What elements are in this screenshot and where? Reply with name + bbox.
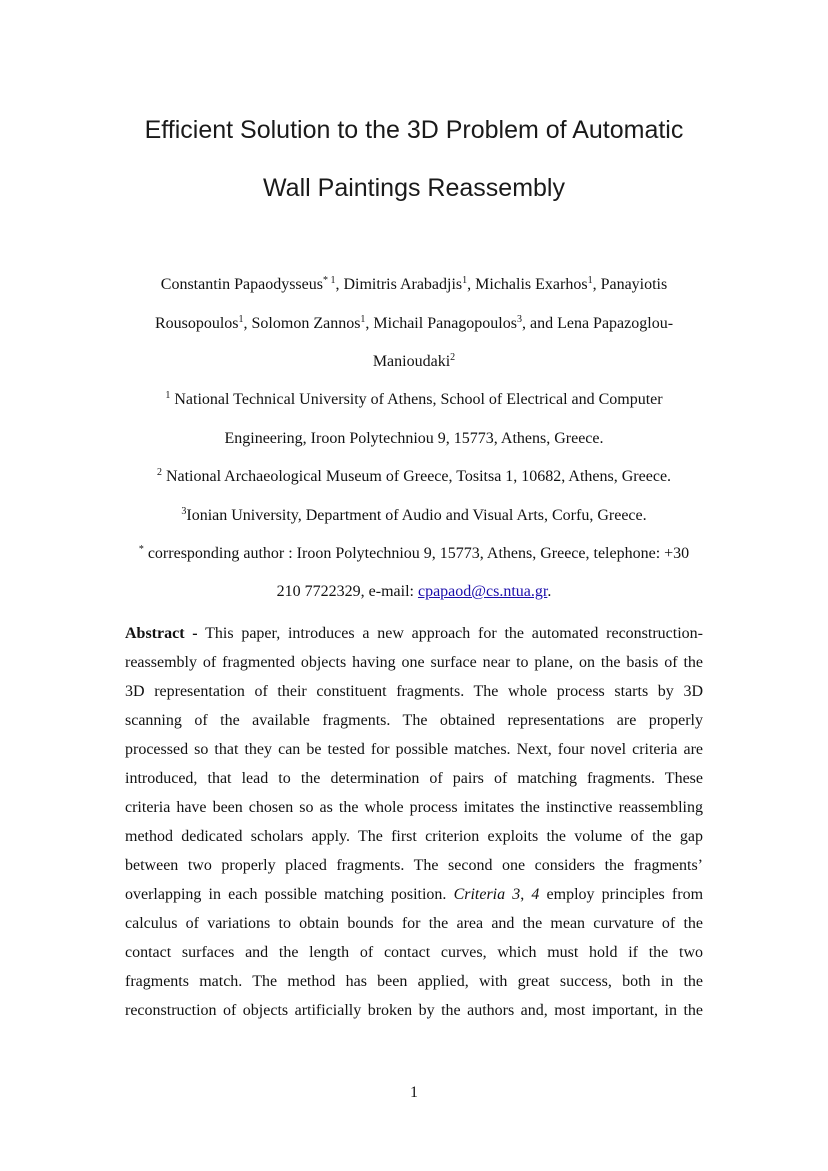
corresponding-author-text: corresponding author : Iroon Polytechniou 9, 15773, Athens, Greece, telephone: +30 xyxy=(143,545,690,562)
email-link[interactable]: cpapaod@cs.ntua.gr xyxy=(417,583,548,600)
paper-title-line-1: Efficient Solution to the 3D Problem of Automatic xyxy=(144,116,684,144)
author-name: , Dimitris Arabadjis xyxy=(335,276,463,293)
affiliation-mark: 2 xyxy=(156,467,162,478)
author-affiliation-mark: 2 xyxy=(450,352,456,363)
abstract-line: contact surfaces and the length of contact curves, which must hold if the two xyxy=(125,944,703,961)
affiliation-1-line-1 xyxy=(0,390,828,410)
author-affiliation-mark: 1 xyxy=(360,314,366,325)
affiliation-mark: 1 xyxy=(165,390,171,401)
abstract-line: fragments match. The method has been applied, with great success, both in the xyxy=(125,973,703,990)
abstract-line: reconstruction of objects artificially broken by the authors and, most important, in the xyxy=(125,1002,703,1019)
abstract-emphasis: 4 xyxy=(531,886,540,903)
paper-title-line-2: Wall Paintings Reassembly xyxy=(263,174,565,202)
abstract-line: introduced, that lead to the determination of pairs of matching fragments. These xyxy=(125,770,703,787)
author-affiliation-mark: * 1 xyxy=(322,275,336,286)
author-affiliation-mark: 3 xyxy=(516,314,522,325)
corresponding-end: . xyxy=(547,583,552,600)
author-name: , Panayiotis xyxy=(592,276,668,293)
author-name: , Michalis Exarhos xyxy=(467,276,588,293)
abstract-line: scanning of the available fragments. The obtained representations are properly xyxy=(125,712,703,729)
abstract-line: criteria have been chosen so as the whole process imitates the instinctive reassembling xyxy=(125,799,703,816)
abstract-line xyxy=(125,880,703,909)
abstract-text: overlapping in each possible matching position. xyxy=(125,886,447,903)
abstract-line: calculus of variations to obtain bounds for the area and the mean curvature of the xyxy=(125,915,703,932)
abstract xyxy=(125,619,703,1025)
affiliation-text: National Archaeological Museum of Greece, Tositsa 1, 10682, Athens, Greece. xyxy=(161,468,672,485)
affiliation-text: National Technical University of Athens, School of Electrical and Computer xyxy=(170,391,663,408)
authors-line-1 xyxy=(0,275,828,295)
abstract-line: processed so that they can be tested for possible matches. Next, four novel criteria are xyxy=(125,741,703,758)
affiliation-1-line-2: Engineering, Iroon Polytechniou 9, 15773, Athens, Greece. xyxy=(224,430,604,447)
corresponding-author-line-2 xyxy=(0,582,828,602)
author-affiliation-mark: 1 xyxy=(462,275,468,286)
abstract-line: between two properly placed fragments. The second one considers the fragments’ xyxy=(125,857,703,874)
abstract-line: method dedicated scholars apply. The first criterion exploits the volume of the gap xyxy=(125,828,703,845)
author-name: , Michail Panagopoulos xyxy=(365,315,517,332)
author-name: , and Lena Papazoglou- xyxy=(521,315,674,332)
page-number: 1 xyxy=(410,1084,418,1101)
abstract-emphasis: Criteria 3 xyxy=(453,886,521,903)
affiliation-mark: 3 xyxy=(181,506,187,517)
affiliation-3 xyxy=(0,506,828,526)
abstract-text: employ principles from xyxy=(539,886,704,903)
corresponding-author-line-1 xyxy=(0,544,828,564)
corresponding-mark: * xyxy=(138,544,144,555)
abstract-line: 3D representation of their constituent fragments. The whole process starts by 3D xyxy=(125,683,703,700)
author-name: Rousopoulos xyxy=(154,315,239,332)
abstract-text: This paper, introduces a new approach for the automated reconstruction- xyxy=(197,625,704,642)
authors-line-2 xyxy=(0,314,828,334)
abstract-line xyxy=(125,619,703,648)
abstract-line: reassembly of fragmented objects having one surface near to plane, on the basis of the xyxy=(125,654,703,671)
abstract-text: , xyxy=(520,886,532,903)
author-name: Constantin Papaodysseus xyxy=(160,276,323,293)
author-affiliation-mark: 1 xyxy=(238,314,244,325)
affiliation-2 xyxy=(0,467,828,487)
authors-line-3 xyxy=(0,352,828,372)
affiliation-text: Ionian University, Department of Audio and Visual Arts, Corfu, Greece. xyxy=(186,507,647,524)
corresponding-phone: 210 7722329, e-mail: xyxy=(276,583,418,600)
author-name: Manioudaki xyxy=(372,353,451,370)
abstract-label: Abstract - xyxy=(125,625,198,642)
author-name: , Solomon Zannos xyxy=(243,315,361,332)
author-affiliation-mark: 1 xyxy=(587,275,593,286)
